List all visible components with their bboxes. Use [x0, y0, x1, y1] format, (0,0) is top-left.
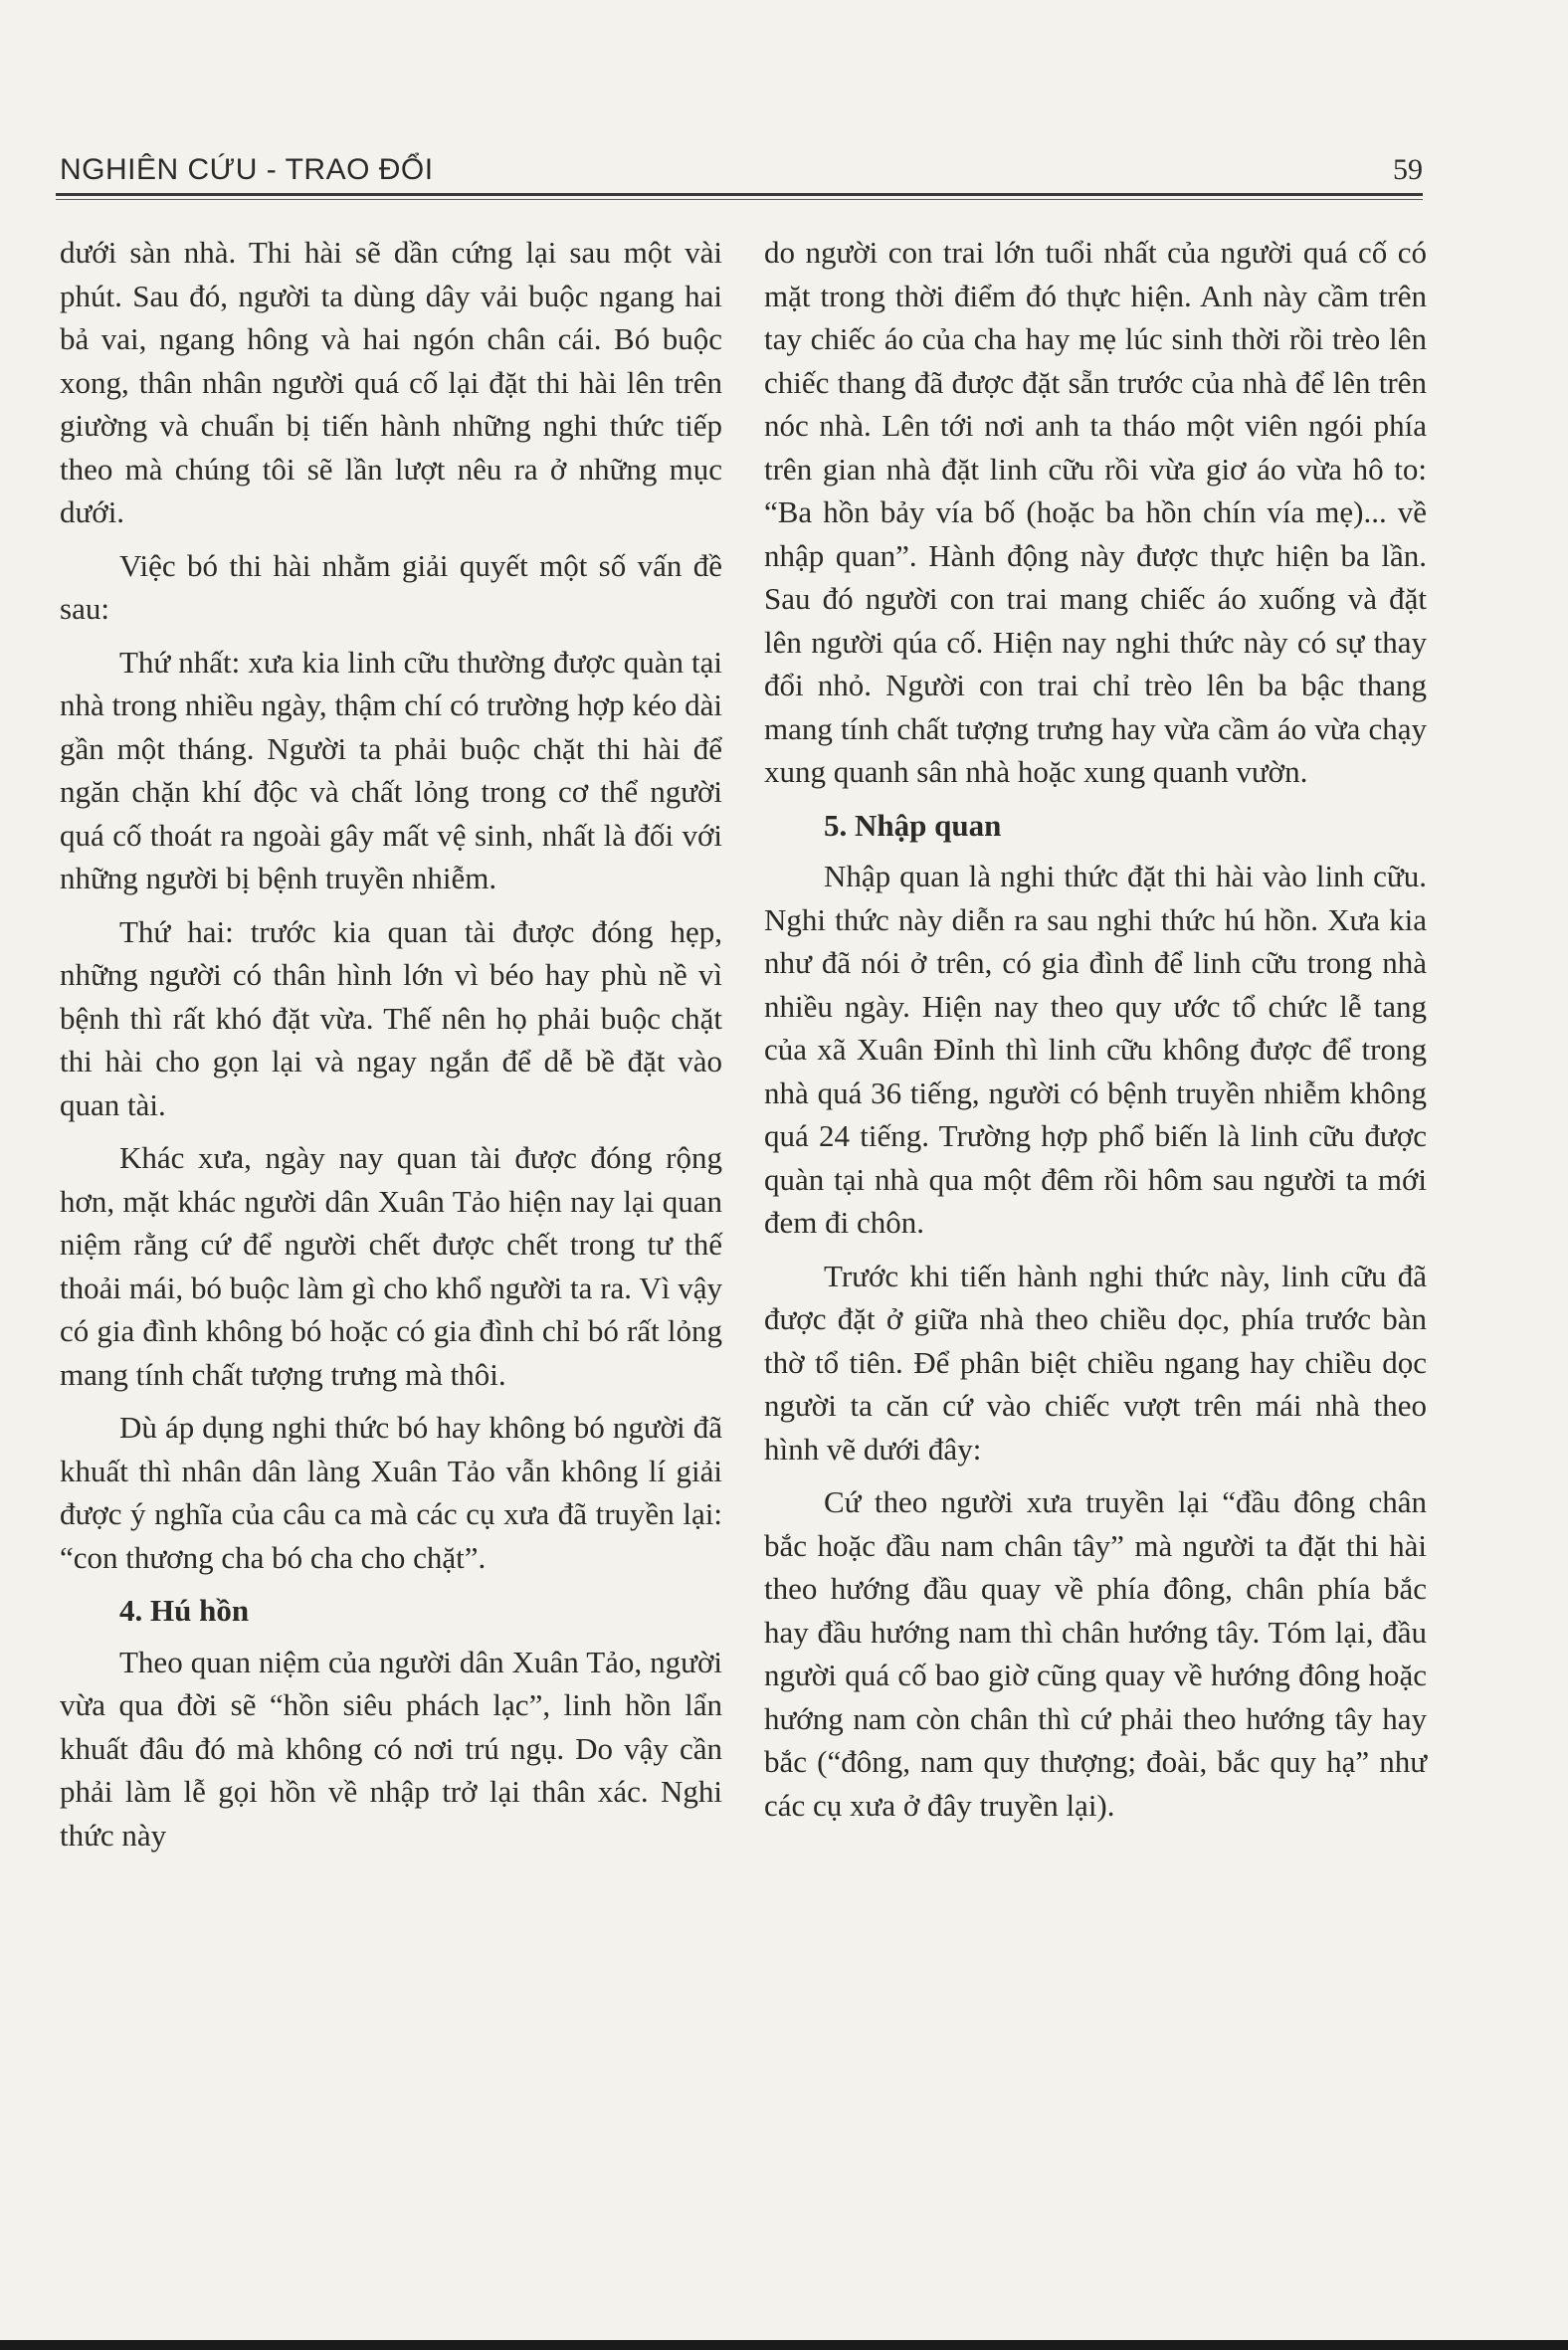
paragraph: Dù áp dụng nghi thức bó hay không bó người đã khuất thì nhân dân làng Xuân Tảo vẫn không lí giải được ý nghĩa của câu ca mà các cụ xưa đã truyền lại: “con thương cha bó cha cho chặt”.	[60, 1410, 722, 1575]
header-rule-thick	[56, 193, 1423, 196]
paragraph: do người con trai lớn tuổi nhất của người quá cố có mặt trong thời điểm đó thực hiện. Anh này cầm trên tay chiếc áo của cha hay mẹ lúc sinh thời rồi trèo lên chiếc thang đã được đặt sẵn trước của nhà để lên trên nóc nhà. Lên tới nơi anh ta tháo một viên ngói phía trên gian nhà đặt linh cữu rồi vừa giơ áo vừa hô to: “Ba hồn bảy vía bố (hoặc ba hồn chín vía mẹ)... về nhập quan”. Hành động này được thực hiện ba lần. Sau đó người con trai mang chiếc áo xuống và đặt lên người qúa cố. Hiện nay nghi thức này có sự thay đổi nhỏ. Người con trai chỉ trèo lên ba bậc thang mang tính chất tượng trưng hay vừa cầm áo vừa chạy xung quanh sân nhà hoặc xung quanh vườn.	[764, 235, 1427, 789]
page-number: 59	[1393, 153, 1423, 186]
paragraph: Cứ theo người xưa truyền lại “đầu đông chân bắc hoặc đầu nam chân tây” mà người ta đặt thi hài theo hướng đầu quay về phía đông, chân phía bắc hay đầu hướng nam thì chân hướng tây. Tóm lại, đầu người quá cố bao giờ cũng quay về hướng đông hoặc hướng nam còn chân thì cứ phải theo hướng tây hay bắc (“đông, nam quy thượng; đoài, bắc quy hạ” như các cụ xưa ở đây truyền lại).	[764, 1484, 1427, 1823]
paragraph: Thứ hai: trước kia quan tài được đóng hẹp, những người có thân hình lớn vì béo hay phù nề vì bệnh thì rất khó đặt vừa. Thế nên họ phải buộc chặt thi hài cho gọn lại và ngay ngắn để dễ bề đặt vào quan tài.	[60, 913, 722, 1122]
section-title: NGHIÊN CỨU - TRAO ĐỔI	[60, 153, 434, 186]
paragraph: Khác xưa, ngày nay quan tài được đóng rộng hơn, mặt khác người dân Xuân Tảo hiện nay lại quan niệm rằng cứ để người chết được chết trong tư thế thoải mái, bó buộc làm gì cho khổ người ta ra. Vì vậy có gia đình không bó hoặc có gia đình chỉ bó rất lỏng mang tính chất tượng trưng mà thôi.	[60, 1140, 722, 1392]
section-heading-hu-hon: 4. Hú hồn	[119, 1593, 250, 1628]
paragraph: Theo quan niệm của người dân Xuân Tảo, người vừa qua đời sẽ “hồn siêu phách lạc”, linh hồn lẩn khuất đâu đó mà không có nơi trú ngụ. Do vậy cần phải làm lễ gọi hồn về nhập trở lại thân xác. Nghi thức này	[60, 1644, 722, 1853]
left-column	[60, 231, 722, 1866]
header-rule-thin	[56, 199, 1423, 200]
section-heading-nhap-quan: 5. Nhập quan	[824, 807, 1002, 843]
scan-edge	[0, 2340, 1568, 2350]
paragraph: Thứ nhất: xưa kia linh cữu thường được quàn tại nhà trong nhiều ngày, thậm chí có trường hợp kéo dài gần một tháng. Người ta phải buộc chặt thi hài để ngăn chặn khí độc và chất lỏng trong cơ thể người quá cố thoát ra ngoài gây mất vệ sinh, nhất là đối với những người bị bệnh truyền nhiễm.	[60, 644, 722, 895]
paragraph: Trước khi tiến hành nghi thức này, linh cữu đã được đặt ở giữa nhà theo chiều dọc, phía trước bàn thờ tổ tiên. Để phân biệt chiều ngang hay chiều dọc người ta căn cứ vào chiếc vượt trên mái nhà theo hình vẽ dưới đây:	[764, 1258, 1427, 1467]
paragraph: Việc bó thi hài nhằm giải quyết một số vấn đề sau:	[60, 547, 722, 626]
paragraph: Nhập quan là nghi thức đặt thi hài vào linh cữu. Nghi thức này diễn ra sau nghi thức hú hồn. Xưa kia như đã nói ở trên, có gia đình để linh cữu trong nhà nhiều ngày. Hiện nay theo quy ước tổ chức lễ tang của xã Xuân Đỉnh thì linh cữu không được để trong nhà quá 36 tiếng, người có bệnh truyền nhiễm không quá 24 tiếng. Trường hợp phổ biến là linh cữu được quàn tại nhà qua một đêm rồi hôm sau người ta mới đem đi chôn.	[764, 859, 1427, 1240]
right-column	[764, 231, 1427, 1837]
page-header	[56, 149, 1423, 193]
paragraph: dưới sàn nhà. Thi hài sẽ dần cứng lại sau một vài phút. Sau đó, người ta dùng dây vải buộc ngang hai bả vai, ngang hông và hai ngón chân cái. Bó buộc xong, thân nhân người quá cố lại đặt thi hài lên trên giường và chuẩn bị tiến hành những nghi thức tiếp theo mà chúng tôi sẽ lần lượt nêu ra ở những mục dưới.	[60, 235, 722, 529]
